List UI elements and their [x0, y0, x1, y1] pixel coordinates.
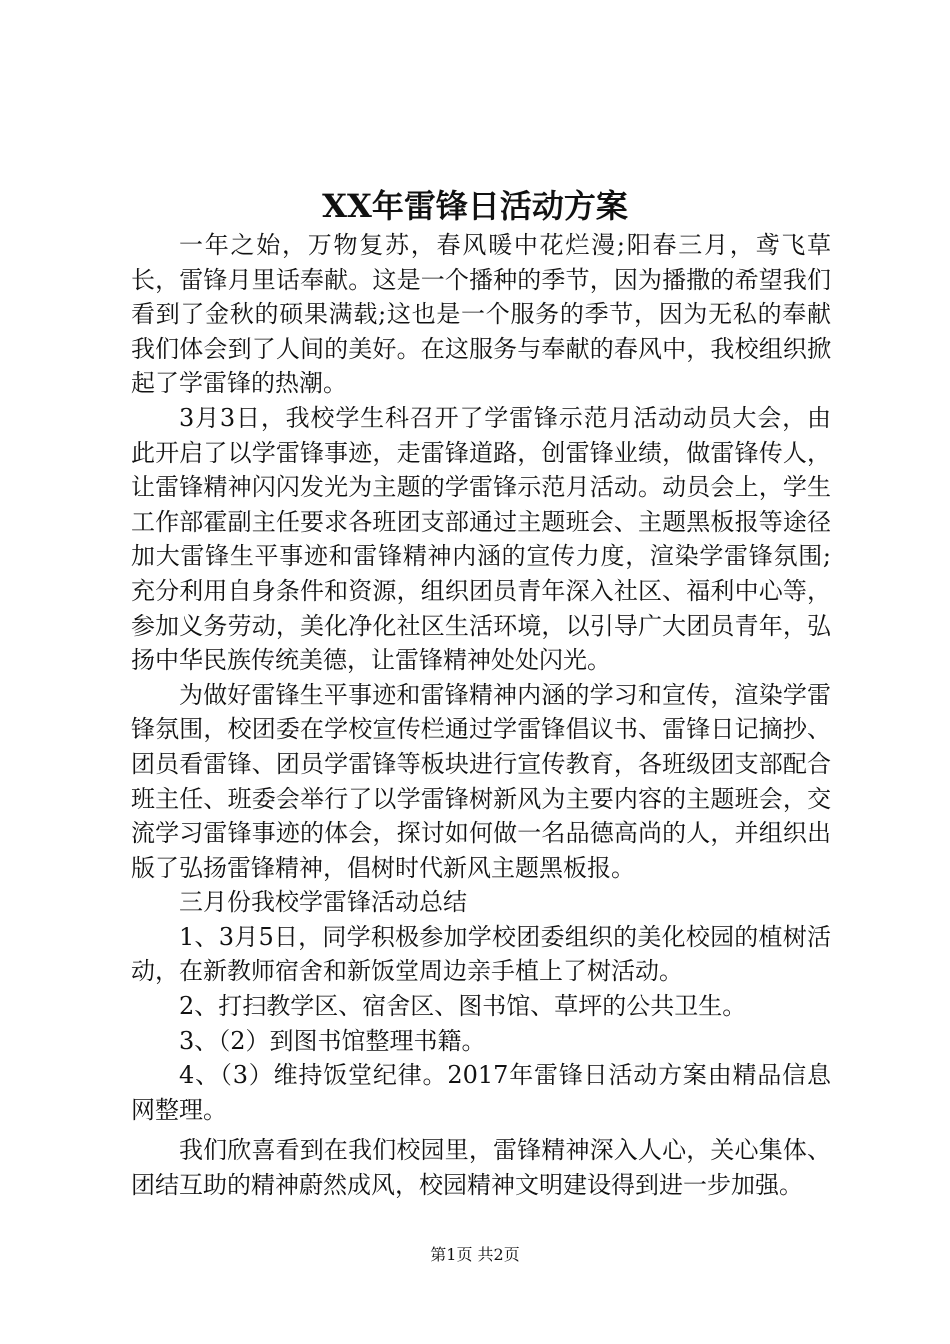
paragraph-mobilization-meeting: 3月3日，我校学生科召开了学雷锋示范月活动动员大会，由此开启了以学雷锋事迹，走雷锋道路，创雷锋业绩，做雷锋传人，让雷锋精神闪闪发光为主题的学雷锋示范月活动。动员会上，学生工作部霍副主任要求各班团支部通过主题班会、主题黑板报等途径加大雷锋生平事迹和雷锋精神内涵的宣传力度，渲染学雷锋氛围;充分利用自身条件和资源，组织团员青年深入社区、福利中心等，参加义务劳动，美化净化社区生活环境，以引导广大团员青年，弘扬中华民族传统美德，让雷锋精神处处闪光。 — [131, 403, 831, 675]
document-body — [131, 228, 831, 1203]
document-title: XX年雷锋日活动方案 — [322, 187, 628, 225]
paragraph-item-3: 3、（2）到图书馆整理书籍。 — [179, 1026, 486, 1055]
page-number-footer: 第1页 共2页 — [430, 1245, 520, 1264]
paragraph-item-1: 1、3月5日，同学积极参加学校团委组织的美化校园的植树活动，在新教师宿舍和新饭堂周边亲手植上了树活动。 — [131, 922, 831, 986]
paragraph-conclusion: 我们欣喜看到在我们校园里，雷锋精神深入人心，关心集体、团结互助的精神蔚然成风，校园精神文明建设得到进一步加强。 — [131, 1136, 831, 1200]
paragraph-item-4: 4、（3）维持饭堂纪律。2017年雷锋日活动方案由精品信息网整理。 — [131, 1061, 831, 1124]
paragraph-item-2: 2、打扫教学区、宿舍区、图书馆、草坪的公共卫生。 — [179, 992, 747, 1021]
paragraph-publicity: 为做好雷锋生平事迹和雷锋精神内涵的学习和宣传，渲染学雷锋氛围，校团委在学校宣传栏通过学雷锋倡议书、雷锋日记摘抄、团员看雷锋、团员学雷锋等板块进行宣传教育，各班级团支部配合班主任、班委会举行了以学雷锋树新风为主要内容的主题班会，交流学习雷锋事迹的体会，探讨如何做一名品德高尚的人，并组织出版了弘扬雷锋精神，倡树时代新风主题黑板报。 — [131, 680, 831, 882]
paragraph-intro: 一年之始，万物复苏，春风暖中花烂漫;阳春三月，鸢飞草长，雷锋月里话奉献。这是一个播种的季节，因为播撒的希望我们看到了金秋的硕果满载;这也是一个服务的季节，因为无私的奉献我们体会到了人间的美好。在这服务与奉献的春风中，我校组织掀起了学雷锋的热潮。 — [131, 231, 831, 398]
paragraph-summary-heading: 三月份我校学雷锋活动总结 — [179, 888, 467, 917]
